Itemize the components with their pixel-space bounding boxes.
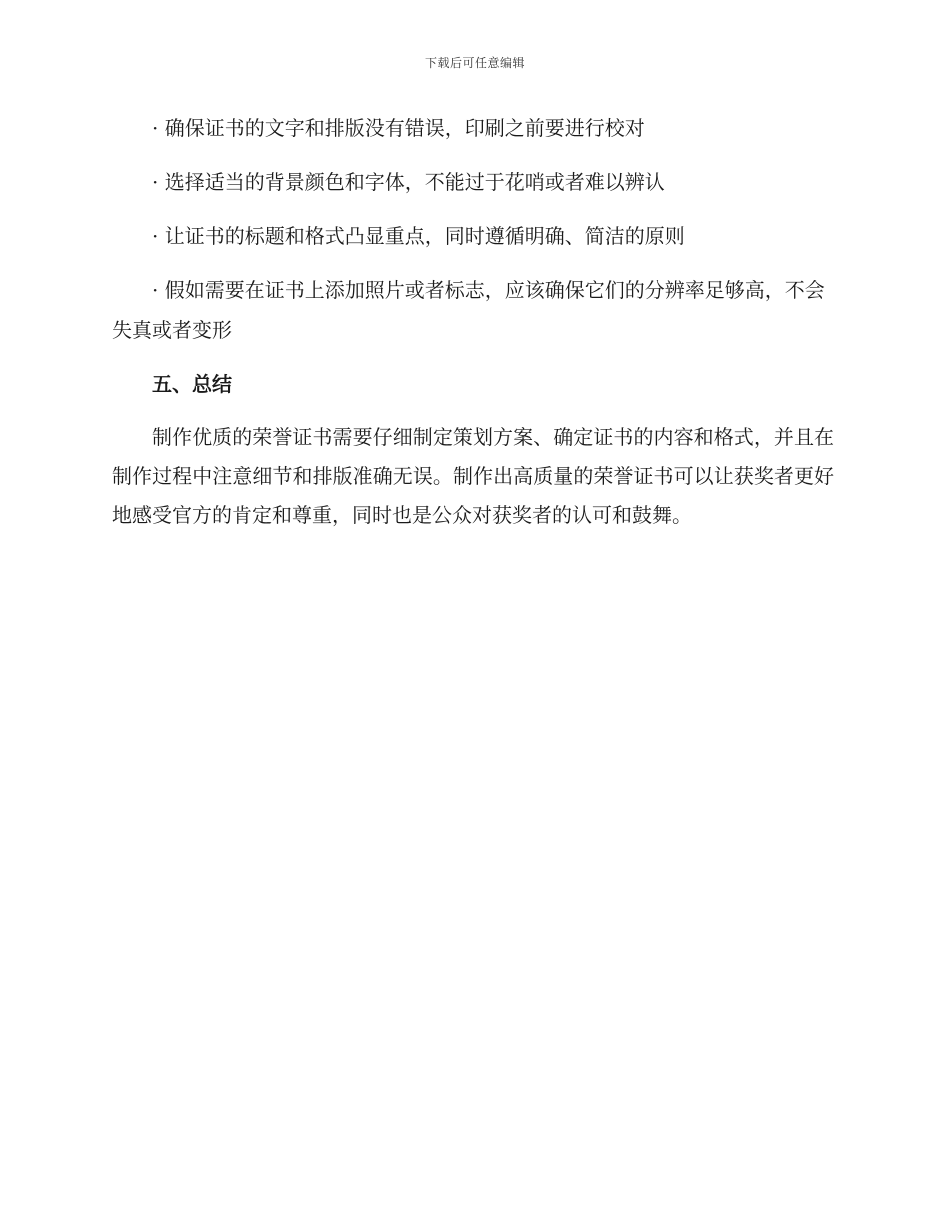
section-heading: 五、总结 xyxy=(152,372,232,396)
bullet-item: · 确保证书的文字和排版没有错误，印刷之前要进行校对 xyxy=(152,116,645,140)
bullet-item: · 选择适当的背景颜色和字体，不能过于花哨或者难以辨认 xyxy=(152,170,665,194)
bullet-item: · 让证书的标题和格式凸显重点，同时遵循明确、简洁的原则 xyxy=(152,224,685,248)
page-header: 下载后可任意编辑 xyxy=(424,56,525,70)
summary-paragraph: 制作优质的荣誉证书需要仔细制定策划方案、确定证书的内容和格式，并且在制作过程中注意细节和排版准确无误。制作出高质量的荣誉证书可以让获奖者更好地感受官方的肯定和尊重，同时也是公众对获奖者的认可和鼓舞。 xyxy=(112,425,834,527)
page-content xyxy=(112,108,834,549)
bullet-item: · 假如需要在证书上添加照片或者标志，应该确保它们的分辨率足够高，不会失真或者变形 xyxy=(112,278,825,342)
